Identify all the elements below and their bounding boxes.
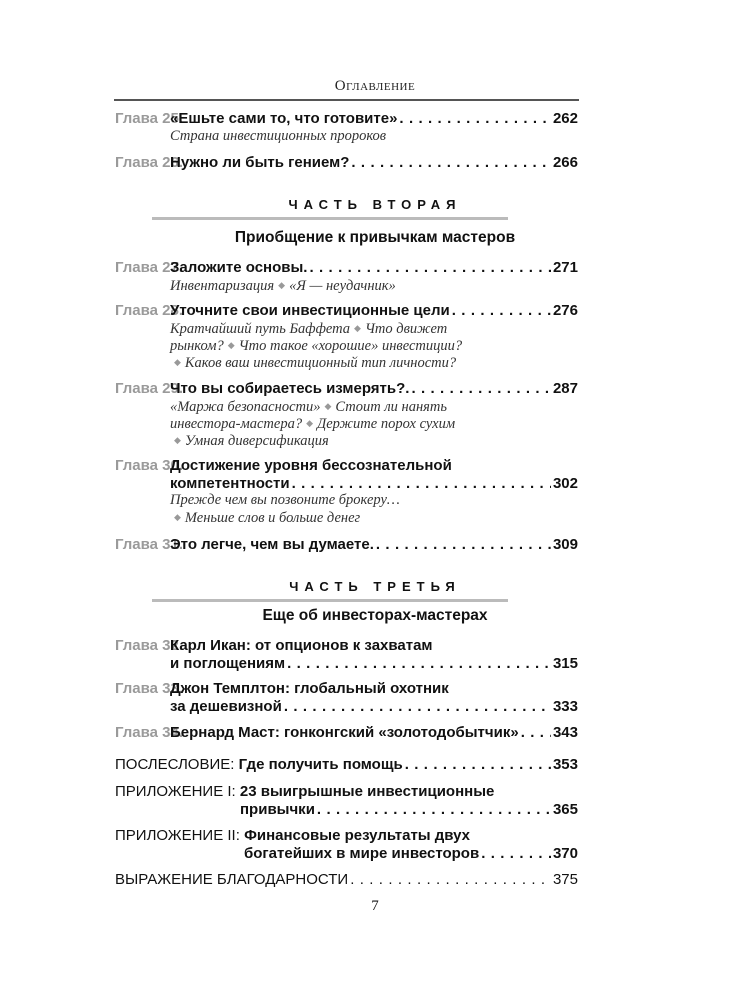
toc-entry[interactable] <box>115 259 578 294</box>
diamond-bullet-icon: ◆ <box>174 512 181 522</box>
page-ref[interactable]: 365 <box>552 800 578 818</box>
entry-subtitle-line: Страна инвестиционных пророков <box>170 127 387 144</box>
entry-line <box>115 680 578 698</box>
page-ref[interactable]: 302 <box>552 474 578 492</box>
part-three-title: Еще об инвесторах-мастерах <box>262 607 488 624</box>
chapter-title[interactable]: Заложите основы. <box>170 259 308 276</box>
chapter-title[interactable]: «Ешьте сами то, что готовите» <box>170 110 398 127</box>
page-ref[interactable]: 276 <box>552 302 578 319</box>
page-ref[interactable]: 266 <box>552 154 578 171</box>
toc-entry[interactable] <box>115 380 578 449</box>
dot-leader <box>287 655 551 673</box>
entry-line <box>115 457 578 475</box>
entry-line <box>115 827 578 845</box>
entry-subtitle-line: Инвентаризация ◆ «Я — неудачник» <box>170 277 396 294</box>
entry-subtitle-line: Прежде чем вы позвоните брокеру… <box>170 492 400 508</box>
entry-subtitle-line: инвестора-мастера? ◆ Держите порох сухим <box>170 415 456 432</box>
toc-entry[interactable] <box>115 457 578 526</box>
back-matter-entry[interactable] <box>115 756 578 774</box>
chapter-title[interactable]: Джон Темплтон: глобальный охотник <box>170 680 449 697</box>
page-ref[interactable]: 309 <box>552 536 578 553</box>
chapter-title[interactable]: Что вы собираетесь измерять?. <box>170 380 410 397</box>
dot-leader <box>351 154 551 172</box>
running-header: Оглавление <box>334 78 416 94</box>
part-three-heading: ЧАСТЬ ТРЕТЬЯ <box>289 579 461 594</box>
back-matter-title[interactable]: Где получить помощь <box>238 756 403 773</box>
back-matter-label: ПОСЛЕСЛОВИЕ: <box>115 756 239 773</box>
back-matter-title[interactable]: 23 выигрышные инвестиционные <box>239 783 495 800</box>
chapter-label: Глава 33. <box>115 680 184 697</box>
diamond-bullet-icon: ◆ <box>324 400 332 411</box>
chapter-label: Глава 27. <box>115 259 184 276</box>
entry-line <box>115 380 578 398</box>
dot-leader <box>350 871 551 889</box>
chapter-label: Глава 32. <box>115 637 184 654</box>
entry-subtitle-line: ◆ Умная диверсификация <box>174 432 329 449</box>
dot-leader <box>317 801 551 819</box>
page-ref[interactable]: 370 <box>552 844 578 862</box>
chapter-title[interactable]: Достижение уровня бессознательной <box>170 457 452 474</box>
entry-line <box>115 801 578 819</box>
entry-line <box>115 845 578 863</box>
chapter-title[interactable]: за дешевизной <box>170 697 282 715</box>
entry-line <box>115 756 578 774</box>
part-two-rule <box>152 217 508 220</box>
dot-leader <box>521 724 551 742</box>
chapter-title[interactable]: компетентности <box>170 474 290 492</box>
toc-entry[interactable] <box>115 154 578 172</box>
chapter-label: Глава 34. <box>115 724 184 741</box>
part-three-rule <box>152 599 508 602</box>
chapter-label: Глава 28. <box>115 302 184 319</box>
toc-entry[interactable] <box>115 680 578 715</box>
chapter-title[interactable]: Нужно ли быть гением? <box>170 154 350 171</box>
diamond-bullet-icon: ◆ <box>278 279 286 290</box>
dot-leader <box>405 756 551 774</box>
entry-line <box>115 536 578 554</box>
dot-leader <box>292 475 551 493</box>
entry-line <box>115 698 578 716</box>
chapter-label: Глава 25. <box>115 110 184 127</box>
diamond-bullet-icon: ◆ <box>354 322 361 333</box>
dot-leader <box>411 380 551 398</box>
chapter-title[interactable]: Уточните свои инвестиционные цели <box>170 302 450 319</box>
entry-subtitle <box>170 492 578 526</box>
back-matter-title[interactable]: Финансовые результаты двух <box>244 827 471 844</box>
page-ref[interactable]: 262 <box>552 110 578 127</box>
chapter-title[interactable]: Бернард Маст: гонконгский «золотодобытчик» <box>170 724 519 741</box>
chapter-title[interactable]: Карл Икан: от опционов к захватам <box>170 637 433 654</box>
entry-line <box>115 871 578 889</box>
entry-line <box>115 724 578 742</box>
back-matter-label: ПРИЛОЖЕНИЕ I: <box>115 783 240 800</box>
back-matter-label: ПРИЛОЖЕНИЕ II: <box>115 827 245 844</box>
part-two-heading: ЧАСТЬ ВТОРАЯ <box>288 197 462 212</box>
dot-leader <box>284 698 551 716</box>
page-number: 7 <box>371 898 379 914</box>
header-rule <box>114 99 579 101</box>
toc-entry[interactable] <box>115 536 578 554</box>
diamond-bullet-icon: ◆ <box>306 417 313 428</box>
entry-line <box>115 637 578 655</box>
entry-line <box>115 655 578 673</box>
entry-subtitle <box>170 277 578 294</box>
chapter-label: Глава 26. <box>115 154 184 171</box>
page-ref[interactable]: 333 <box>552 697 578 715</box>
part-two-title: Приобщение к привычкам мастеров <box>234 229 516 246</box>
page-ref[interactable]: 315 <box>552 654 578 672</box>
back-matter-entry[interactable] <box>115 783 578 818</box>
back-matter-title[interactable]: привычки <box>240 800 315 818</box>
page-ref[interactable]: 343 <box>552 724 578 741</box>
chapter-title[interactable]: и поглощениям <box>170 654 286 672</box>
chapter-label: Глава 31. <box>115 536 184 553</box>
entry-line <box>115 475 578 493</box>
entry-subtitle-line: рынком? ◆ Что такое «хорошие» инвестиции? <box>170 337 463 354</box>
entry-line <box>115 110 578 128</box>
entry-line <box>115 302 578 320</box>
page-ref[interactable]: 353 <box>552 756 578 773</box>
toc-entry[interactable] <box>115 110 578 145</box>
dot-leader <box>376 536 551 554</box>
diamond-bullet-icon: ◆ <box>174 434 181 445</box>
entry-line <box>115 783 578 801</box>
toc-entry[interactable] <box>115 724 578 742</box>
entry-subtitle <box>170 128 578 145</box>
diamond-bullet-icon: ◆ <box>227 339 235 350</box>
entry-subtitle-line: Кратчайший путь Баффета ◆ Что движет <box>170 320 448 337</box>
entry-subtitle-line: ◆ Меньше слов и больше денег <box>174 510 361 526</box>
dot-leader <box>399 110 551 128</box>
chapter-title[interactable]: Это легче, чем вы думаете. <box>170 536 374 553</box>
page-ref[interactable]: 271 <box>552 259 578 276</box>
dot-leader <box>309 259 550 277</box>
page-ref[interactable]: 375 <box>552 871 578 888</box>
dot-leader <box>452 302 551 320</box>
chapter-label: Глава 29. <box>115 380 184 397</box>
toc-entry[interactable] <box>115 302 578 371</box>
entry-subtitle <box>170 320 578 371</box>
diamond-bullet-icon: ◆ <box>174 356 181 367</box>
entry-line <box>115 259 578 277</box>
chapter-label: Глава 30. <box>115 457 184 474</box>
back-matter-entry[interactable] <box>115 827 578 862</box>
entry-line <box>115 154 578 172</box>
entry-subtitle-line: ◆ Каков ваш инвестиционный тип личности? <box>174 354 457 371</box>
back-matter-entry[interactable] <box>115 871 578 889</box>
back-matter-title[interactable]: богатейших в мире инвесторов <box>244 844 480 862</box>
entry-subtitle-line: «Маржа безопасности» ◆ Стоит ли нанять <box>170 398 447 415</box>
toc-entry[interactable] <box>115 637 578 672</box>
entry-subtitle <box>170 398 578 449</box>
dot-leader <box>481 845 551 863</box>
page-ref[interactable]: 287 <box>552 380 578 397</box>
back-matter-label[interactable]: ВЫРАЖЕНИЕ БЛАГОДАРНОСТИ <box>115 871 349 888</box>
